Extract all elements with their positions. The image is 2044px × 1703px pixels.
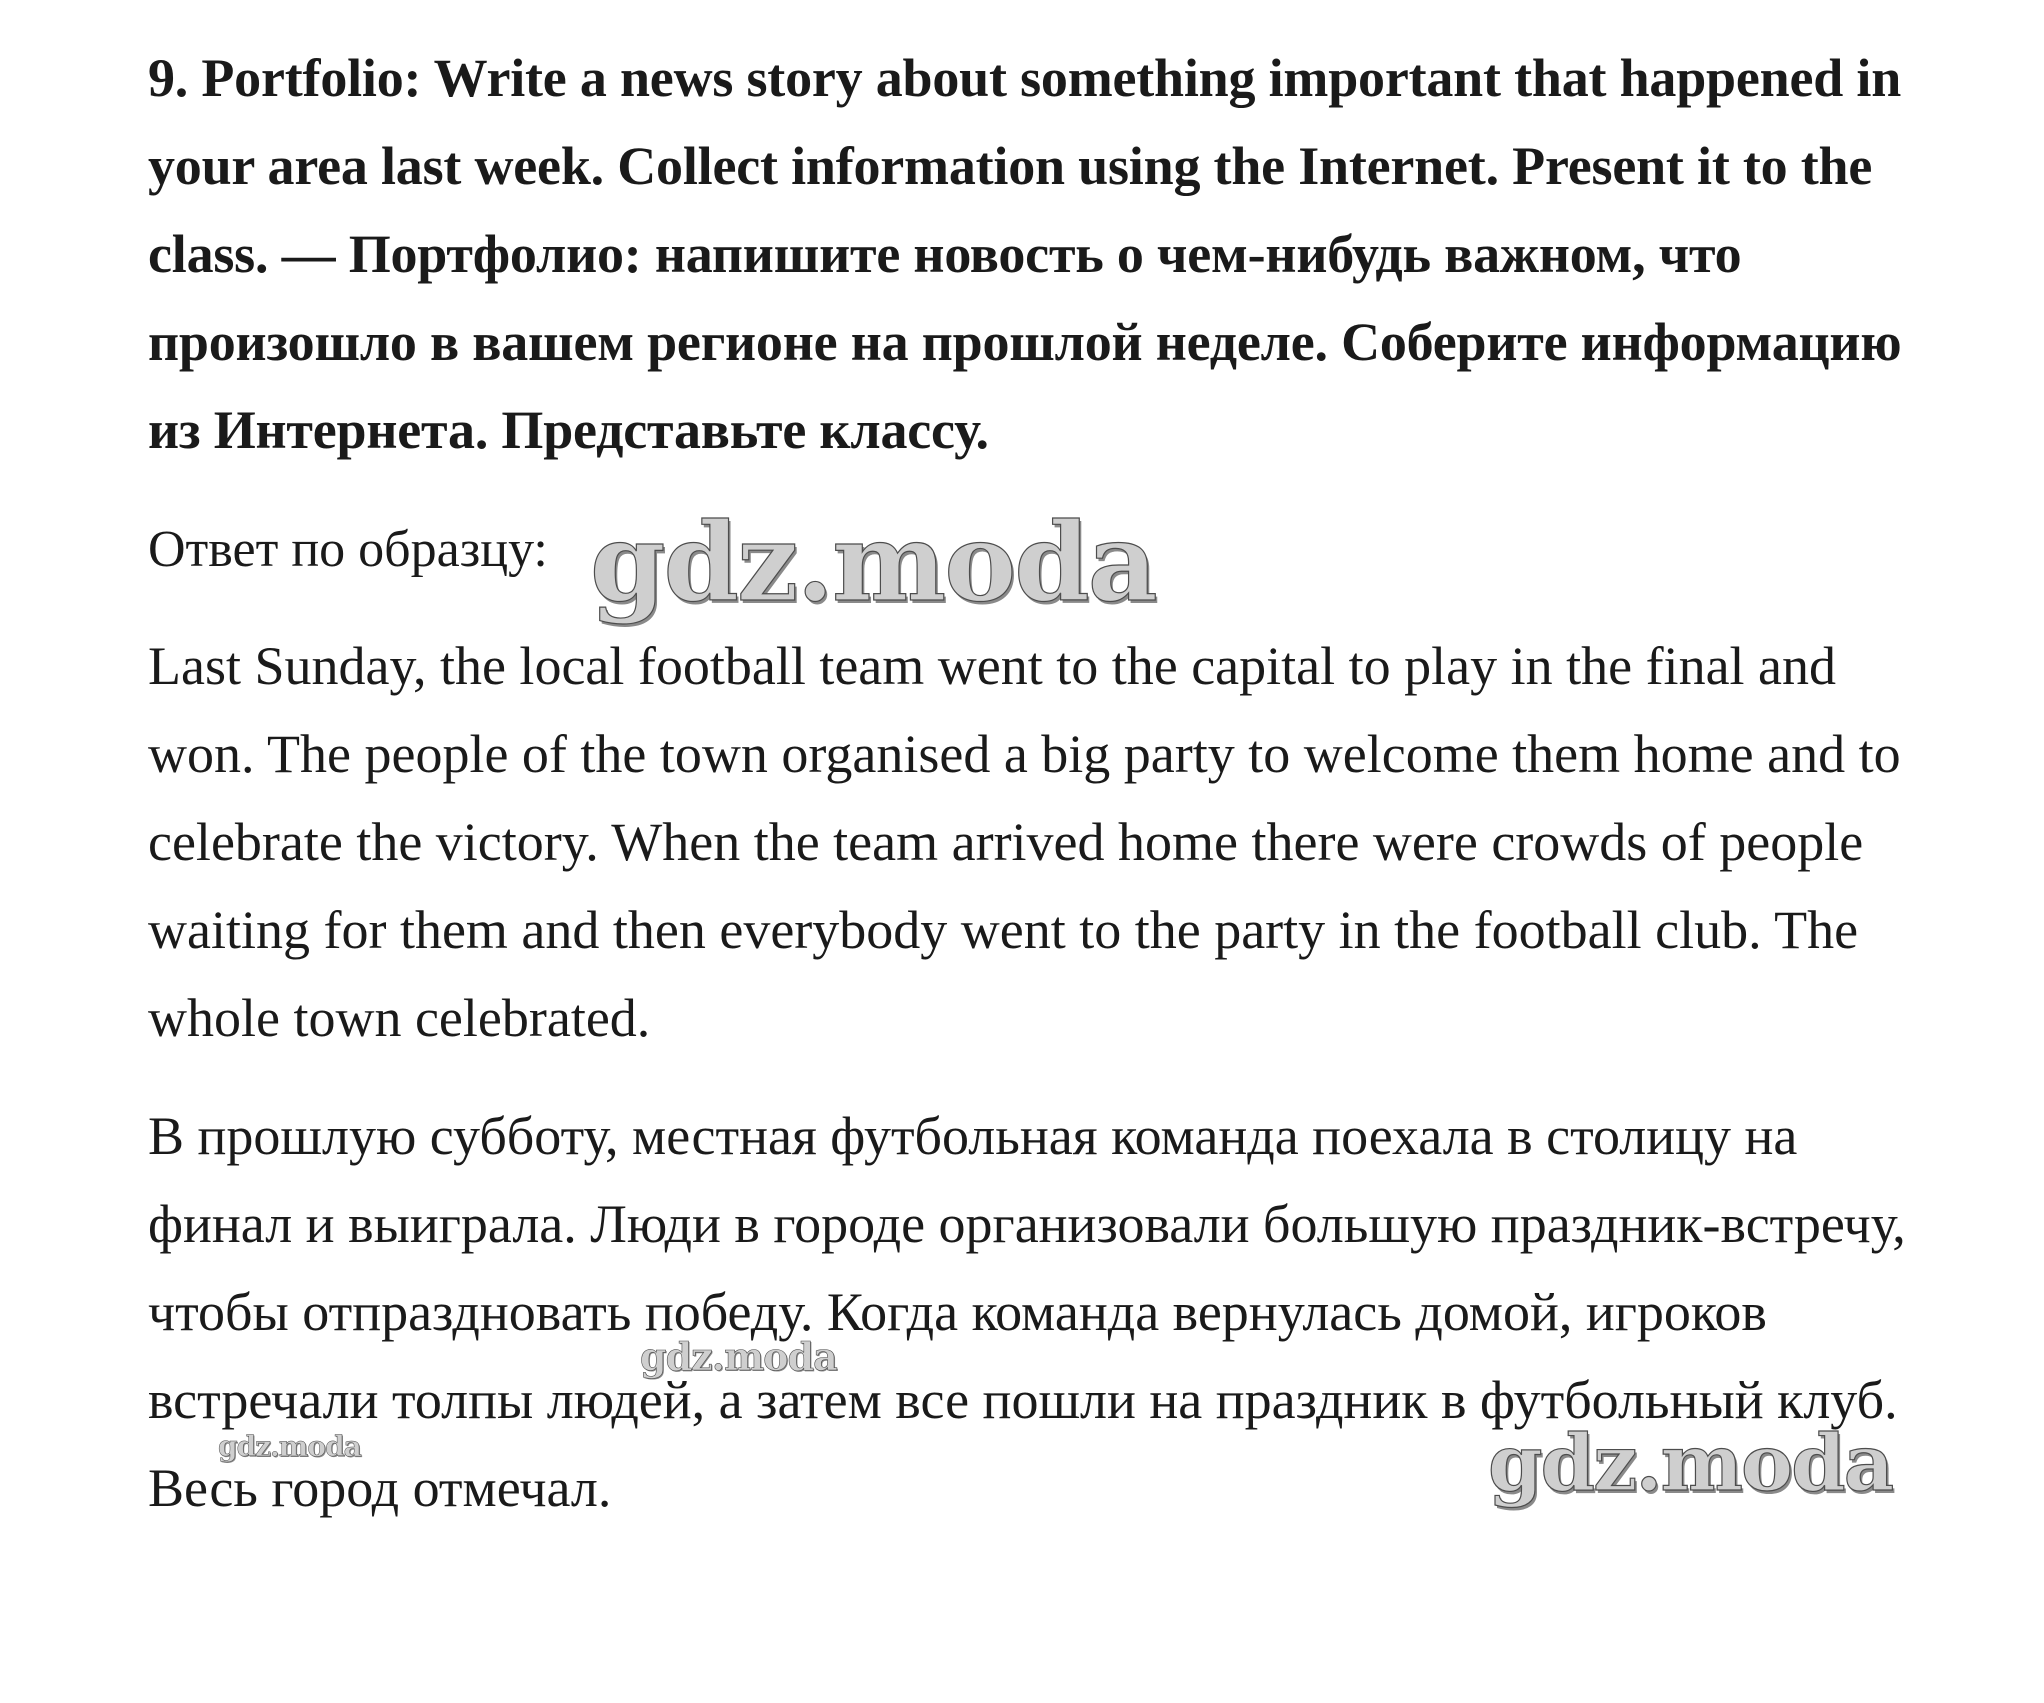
- watermark-logo: gdz.moda: [640, 1334, 837, 1379]
- watermark-logo: gdz.moda: [1488, 1418, 1893, 1509]
- watermark-logo: gdz.moda: [590, 500, 1156, 626]
- answer-english-paragraph: Last Sunday, the local football team went to the capital to play in the final and won. The people of the town organised a big party to welcome them home and to celebrate the victory. When the team arrived home there were crowds of people waiting for them and then everybody went to the party in the football club. The whole town celebrated.: [148, 636, 1901, 1048]
- task-heading: 9. Portfolio: Write a news story about something important that happened in your area last week. Collect information using the Internet. Present it to the class. — Портфолио: напишите новость о чем-нибудь важном, что произошло в вашем регионе на прошлой неделе. Соберите информацию из Интернета. Представьте классу.: [148, 48, 1902, 460]
- answer-russian-paragraph: В прошлую субботу, местная футбольная команда поехала в столицу на финал и выиграла. Люди в городе организовали большую праздник-встречу, чтобы отпраздновать победу. Когда команда вернулась домой, игроков встречали толпы людей, а затем все пошли на праздник в футбольный клуб. Весь город отмечал.: [148, 1106, 1906, 1518]
- answer-label: Ответ по образцу:: [148, 521, 548, 578]
- watermark-logo: gdz.moda: [218, 1430, 361, 1463]
